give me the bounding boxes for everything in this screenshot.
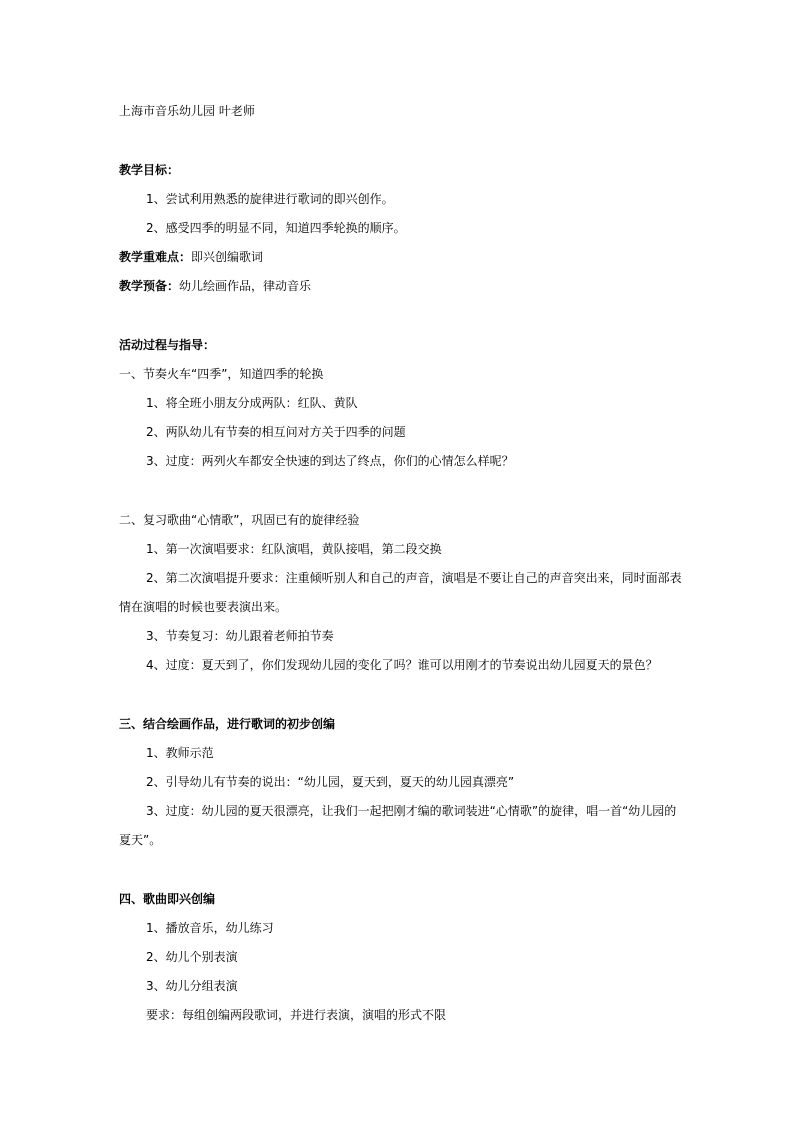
goal-item: 2、感受四季的明显不同，知道四季轮换的顺序。 xyxy=(146,221,406,235)
section3-item: 1、教师示范 xyxy=(146,746,214,760)
prep-line xyxy=(119,278,311,294)
section2-item: 1、第一次演唱要求：红队演唱，黄队接唱，第二段交换 xyxy=(146,542,442,556)
section4-item: 2、幼儿个别表演 xyxy=(146,950,238,964)
section1-item: 3、过度：两列火车都安全快速的到达了终点，你们的心情怎么样呢？ xyxy=(146,454,514,468)
author-header: 上海市音乐幼儿园 叶老师 xyxy=(119,104,255,118)
section4-item: 1、播放音乐，幼儿练习 xyxy=(146,921,274,935)
prep-value: 幼儿绘画作品，律动音乐 xyxy=(179,279,312,293)
section4-requirement: 要求：每组创编两段歌词，并进行表演，演唱的形式不限 xyxy=(146,1008,447,1022)
section4-item: 3、幼儿分组表演 xyxy=(146,979,238,993)
process-heading: 活动过程与指导： xyxy=(119,338,216,352)
section1-title: 一、节奏火车“四季”，知道四季的轮换 xyxy=(119,367,324,381)
section3-item: 2、引导幼儿有节奏的说出：“幼儿园，夏天到，夏天的幼儿园真漂亮” xyxy=(146,775,515,789)
goal-item: 1、尝试利用熟悉的旋律进行歌词的即兴创作。 xyxy=(146,192,394,206)
section2-item: 4、过度：夏天到了，你们发现幼儿园的变化了吗？谁可以用刚才的节奏说出幼儿园夏天的景色？ xyxy=(146,658,658,672)
section3-item: 3、过度：幼儿园的夏天很漂亮，让我们一起把刚才编的歌词装进“心情歌”的旋律，唱一首“幼儿园的 xyxy=(146,804,677,818)
prep-label: 教学预备： xyxy=(119,279,180,293)
section3-title: 三、结合绘画作品，进行歌词的初步创编 xyxy=(119,717,336,731)
section2-item: 3、节奏复习：幼儿跟着老师拍节奏 xyxy=(146,629,334,643)
section1-item: 2、两队幼儿有节奏的相互问对方关于四季的问题 xyxy=(146,425,406,439)
section2-item: 2、第二次演唱提升要求：注重倾听别人和自己的声音，演唱是不要让自己的声音突出来，同时面部表 xyxy=(146,571,682,585)
section1-item: 1、将全班小朋友分成两队：红队、黄队 xyxy=(146,396,358,410)
key-point-value: 即兴创编歌词 xyxy=(191,250,264,264)
key-point-line xyxy=(119,249,263,265)
goals-heading: 教学目标： xyxy=(119,163,180,177)
section2-item-continued: 情在演唱的时候也要表演出来。 xyxy=(119,600,288,614)
key-point-label: 教学重难点： xyxy=(119,250,192,264)
section2-title: 二、复习歌曲“心情歌”，巩固已有的旋律经验 xyxy=(119,513,360,527)
section3-item-continued: 夏天”。 xyxy=(119,833,162,847)
section4-title: 四、歌曲即兴创编 xyxy=(119,892,216,906)
